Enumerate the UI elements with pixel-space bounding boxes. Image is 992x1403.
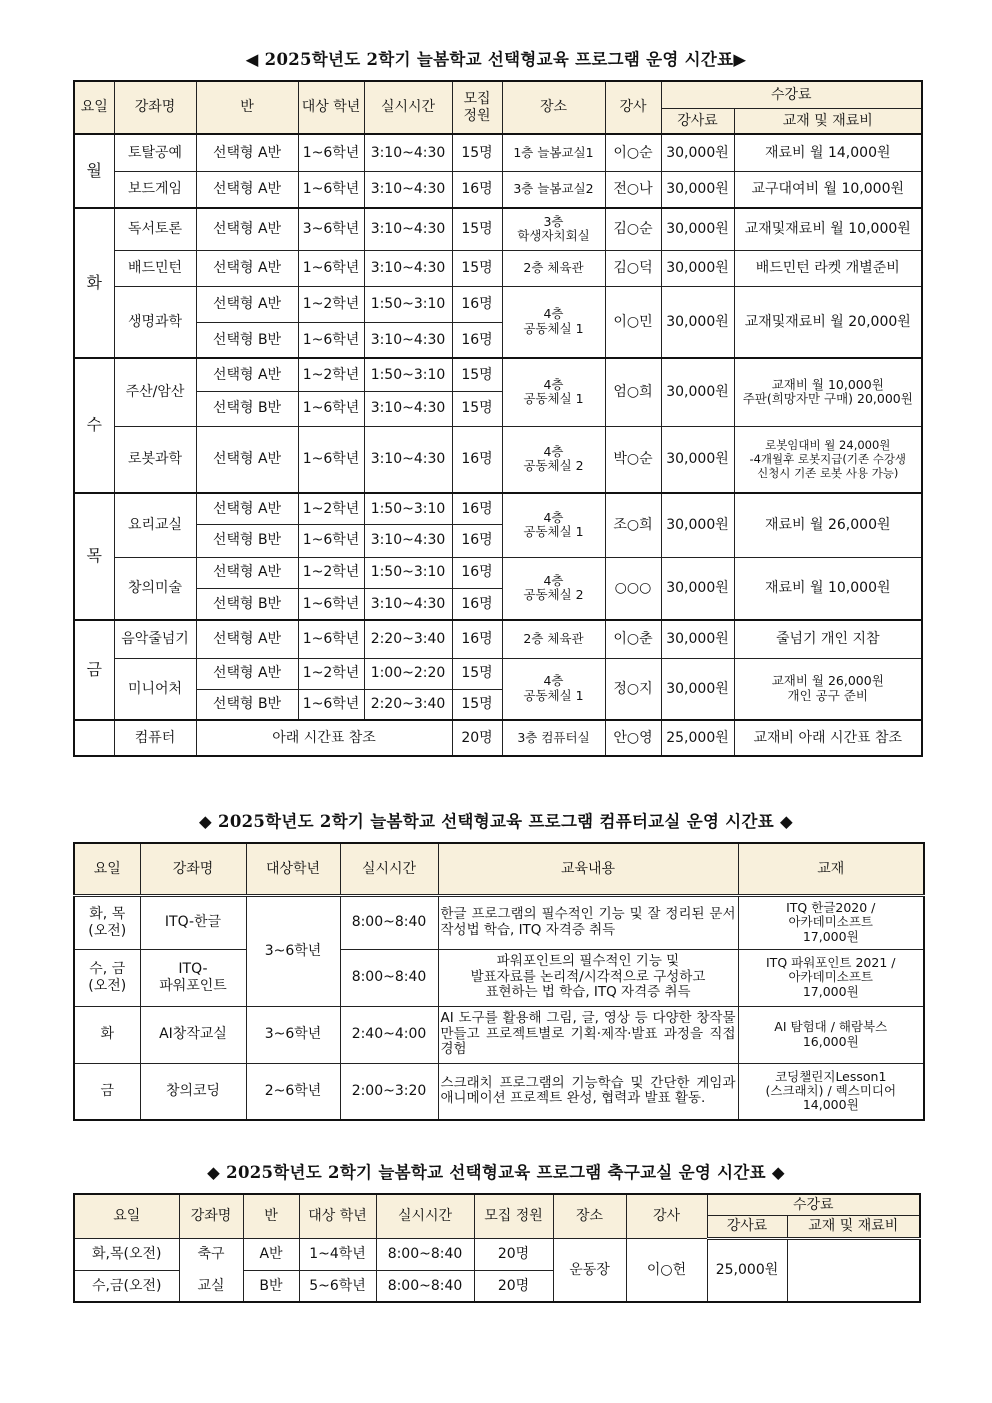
- teacher-cell: 안○영: [605, 720, 661, 756]
- teacher-cell: 조○희: [605, 493, 661, 557]
- day-cell: 화: [74, 1006, 140, 1063]
- grade-cell: 1~6학년: [298, 620, 364, 658]
- class-cell: 선택형 A반: [196, 658, 298, 689]
- material-line: 주판(희망자만 구매) 20,000원: [742, 391, 913, 407]
- header-grade: 대상 학년: [299, 1194, 376, 1238]
- capacity-cell: 15명: [452, 391, 502, 426]
- book-cell: [738, 895, 924, 949]
- time-cell: 8:00~8:40: [376, 1238, 474, 1270]
- book-line: 16,000원: [802, 1033, 859, 1049]
- grade-cell: 3~6학년: [246, 895, 340, 1006]
- grade-cell: 5~6학년: [299, 1270, 376, 1302]
- place-line: 4층: [543, 376, 564, 392]
- header-teacher: 강사: [605, 81, 661, 134]
- capacity-cell: 15명: [452, 358, 502, 391]
- time-cell: 3:10~4:30: [364, 391, 452, 426]
- time-cell: 3:10~4:30: [364, 208, 452, 250]
- book-line: (스크래치) / 렉스미디어: [765, 1083, 897, 1099]
- grade-cell: 1~2학년: [298, 493, 364, 524]
- teacher-cell: 김○순: [605, 208, 661, 250]
- header-capacity: 모집 정원: [452, 81, 502, 134]
- header-place: 장소: [553, 1194, 626, 1238]
- table-row: [74, 134, 922, 171]
- book-line: AI 탐험대 / 해람북스: [774, 1019, 888, 1035]
- tuition-cell: 30,000원: [661, 493, 734, 557]
- course-cell: 창의미술: [114, 557, 196, 620]
- time-cell: 1:00~2:20: [364, 658, 452, 689]
- header-material: 교재 및 재료비: [787, 1215, 920, 1238]
- place-line: 4층: [543, 572, 564, 588]
- material-cell: 교재및재료비 월 10,000원: [734, 208, 922, 250]
- computer-title: ◆ 2025학년도 2학기 늘봄학교 선택형교육 프로그램 컴퓨터교실 운영 시간표 ◆: [199, 812, 793, 831]
- class-cell: 선택형 A반: [196, 286, 298, 322]
- day-cell: 수,금(오전): [74, 1270, 179, 1302]
- material-cell: 줄넘기 개인 지참: [734, 620, 922, 658]
- day-line: (오전): [88, 977, 127, 994]
- teacher-cell: 이○헌: [626, 1238, 707, 1302]
- place-cell: [502, 493, 605, 557]
- class-cell: 선택형 B반: [196, 391, 298, 426]
- material-line: 교재비 월 10,000원: [771, 376, 884, 392]
- course-cell: 보드게임: [114, 171, 196, 208]
- grade-cell: 1~6학년: [298, 524, 364, 557]
- content-cell: [438, 949, 738, 1006]
- place-line: 공동체실 1: [523, 320, 584, 336]
- capacity-cell: 16명: [452, 493, 502, 524]
- course-cell: 토탈공예: [114, 134, 196, 171]
- day-cell: 목: [74, 493, 114, 620]
- time-cell: 3:10~4:30: [364, 588, 452, 620]
- place-line: 공동체실 1: [523, 391, 584, 407]
- course-cell: 주산/암산: [114, 358, 196, 426]
- time-cell: 8:00~8:40: [376, 1270, 474, 1302]
- place-line: 공동체실 2: [523, 458, 584, 474]
- table-row: [74, 358, 922, 391]
- header-day: 요일: [74, 1194, 179, 1238]
- header-course: 강좌명: [179, 1194, 243, 1238]
- material-cell: [734, 426, 922, 493]
- course-cell: 독서토론: [114, 208, 196, 250]
- content-line: 발표자료를 논리적/시각적으로 구성하고: [470, 968, 706, 985]
- table-row: [74, 426, 922, 493]
- day-cell: 화,목(오전): [74, 1238, 179, 1270]
- time-cell: 1:50~3:10: [364, 493, 452, 524]
- teacher-cell: 박○순: [605, 426, 661, 493]
- header-capacity: 모집 정원: [474, 1194, 553, 1238]
- grade-cell: 1~6학년: [298, 689, 364, 720]
- material-cell: 교재및재료비 월 20,000원: [734, 286, 922, 358]
- time-cell: 3:10~4:30: [364, 171, 452, 208]
- class-cell: 선택형 A반: [196, 171, 298, 208]
- book-cell: [738, 1063, 924, 1120]
- material-cell: 교재비 아래 시간표 참조: [734, 720, 922, 756]
- grade-cell: 1~2학년: [298, 557, 364, 588]
- class-cell: 선택형 B반: [196, 588, 298, 620]
- capacity-cell: 16명: [452, 588, 502, 620]
- header-course: 강좌명: [114, 81, 196, 134]
- class-cell: 선택형 A반: [196, 358, 298, 391]
- header-course: 강좌명: [140, 843, 246, 895]
- header-time: 실시시간: [340, 843, 438, 895]
- place-line: 4층: [543, 673, 564, 689]
- content-cell: 한글 프로그램의 필수적인 기능 및 잘 정리된 문서작성법 학습, ITQ 자격증 취득: [438, 895, 738, 949]
- teacher-cell: 정○지: [605, 658, 661, 720]
- material-cell: 재료비 월 26,000원: [734, 493, 922, 557]
- table-row: [74, 1238, 920, 1270]
- class-cell: 선택형 A반: [196, 208, 298, 250]
- reference-cell: 아래 시간표 참조: [196, 720, 452, 756]
- day-cell: [74, 949, 140, 1006]
- time-cell: 8:00~8:40: [340, 895, 438, 949]
- course-line: 축구: [197, 1245, 225, 1262]
- capacity-cell: 15명: [452, 689, 502, 720]
- time-cell: 2:20~3:40: [364, 689, 452, 720]
- grade-cell: 1~6학년: [298, 322, 364, 358]
- time-cell: 1:50~3:10: [364, 286, 452, 322]
- class-cell: 선택형 B반: [196, 322, 298, 358]
- place-cell: [502, 658, 605, 720]
- grade-cell: 3~6학년: [246, 1006, 340, 1063]
- place-cell: 2층 체육관: [502, 250, 605, 286]
- course-line: ITQ-: [178, 961, 208, 978]
- header-material: 교재 및 재료비: [734, 108, 922, 134]
- grade-cell: 1~6학년: [298, 250, 364, 286]
- class-cell: 선택형 A반: [196, 250, 298, 286]
- capacity-cell: 15명: [452, 134, 502, 171]
- course-cell: AI창작교실: [140, 1006, 246, 1063]
- material-cell: [787, 1238, 920, 1302]
- capacity-cell: 16명: [452, 620, 502, 658]
- book-line: 17,000원: [802, 983, 859, 999]
- header-time: 실시시간: [364, 81, 452, 134]
- table-row: [74, 895, 924, 949]
- book-cell: [738, 1006, 924, 1063]
- book-line: 아카데미소프트: [788, 914, 874, 930]
- header-grade: 대상 학년: [298, 81, 364, 134]
- book-line: 17,000원: [802, 928, 859, 944]
- place-line: 공동체실 1: [523, 687, 584, 703]
- header-fee: 수강료: [661, 81, 922, 108]
- place-line: 4층: [543, 443, 564, 459]
- teacher-cell: ○○○: [605, 557, 661, 620]
- tuition-cell: 30,000원: [661, 658, 734, 720]
- book-line: 아카데미소프트: [788, 969, 874, 985]
- tuition-cell: 30,000원: [661, 134, 734, 171]
- place-cell: 2층 체육관: [502, 620, 605, 658]
- day-line: 화, 목: [89, 906, 126, 923]
- place-line: 3층: [543, 213, 564, 229]
- course-cell: 컴퓨터: [114, 720, 196, 756]
- course-cell: 미니어처: [114, 658, 196, 720]
- content-line: 파워포인트의 필수적인 기능 및: [496, 953, 680, 970]
- capacity-cell: 16명: [452, 286, 502, 322]
- course-cell: 배드민턴: [114, 250, 196, 286]
- table-row: [74, 658, 922, 689]
- time-cell: 3:10~4:30: [364, 134, 452, 171]
- teacher-cell: 전○나: [605, 171, 661, 208]
- tuition-cell: 30,000원: [661, 250, 734, 286]
- table-row: [74, 620, 922, 658]
- material-line: 신청시 기존 로봇 사용 가능): [757, 466, 899, 481]
- material-line: 로봇임대비 월 24,000원: [765, 437, 891, 452]
- material-line: -4개월후 로봇지급(기존 수강생: [749, 452, 907, 467]
- capacity-cell: 16명: [452, 557, 502, 588]
- course-cell: ITQ-한글: [140, 895, 246, 949]
- course-cell: 음악줄넘기: [114, 620, 196, 658]
- tuition-cell: 30,000원: [661, 358, 734, 426]
- place-line: 4층: [543, 509, 564, 525]
- class-cell: A반: [243, 1238, 299, 1270]
- content-cell: AI 도구를 활용해 그림, 글, 영상 등 다양한 창작물 만들고 프로젝트별로 기획·제작·발표 과정을 직접 경험: [438, 1006, 738, 1063]
- teacher-cell: 이○춘: [605, 620, 661, 658]
- content-cell: 스크래치 프로그램의 기능학습 및 간단한 게임과 애니메이션 프로젝트 완성, 협력과 발표 활동.: [438, 1063, 738, 1120]
- time-cell: 2:20~3:40: [364, 620, 452, 658]
- place-cell: 3층 늘봄교실2: [502, 171, 605, 208]
- material-line: 개인 공구 준비: [787, 687, 868, 703]
- grade-cell: 1~6학년: [298, 391, 364, 426]
- tuition-cell: 30,000원: [661, 426, 734, 493]
- place-line: 공동체실 1: [523, 524, 584, 540]
- header-day: 요일: [74, 843, 140, 895]
- teacher-cell: 엄○희: [605, 358, 661, 426]
- soccer-title: ◆ 2025학년도 2학기 늘봄학교 선택형교육 프로그램 축구교실 운영 시간표 ◆: [207, 1163, 785, 1182]
- grade-cell: 1~2학년: [298, 286, 364, 322]
- book-line: 코딩챌린지Lesson1: [775, 1068, 887, 1084]
- table-row: [74, 286, 922, 322]
- grade-cell: 1~6학년: [298, 426, 364, 493]
- day-line: (오전): [88, 922, 127, 939]
- main-schedule-table: [73, 80, 923, 757]
- capacity-cell: 20명: [474, 1238, 553, 1270]
- course-cell: 생명과학: [114, 286, 196, 358]
- computer-schedule-table: [73, 842, 925, 1121]
- tuition-cell: 30,000원: [661, 620, 734, 658]
- day-cell: 수: [74, 358, 114, 493]
- tuition-cell: 25,000원: [661, 720, 734, 756]
- header-tuition: 강사료: [661, 108, 734, 134]
- teacher-cell: 이○민: [605, 286, 661, 358]
- grade-cell: 3~6학년: [298, 208, 364, 250]
- time-cell: 2:00~3:20: [340, 1063, 438, 1120]
- material-cell: [734, 658, 922, 720]
- class-cell: 선택형 A반: [196, 620, 298, 658]
- book-line: ITQ 파워포인트 2021 /: [766, 954, 896, 970]
- table-row: [74, 720, 922, 756]
- teacher-cell: 이○순: [605, 134, 661, 171]
- soccer-schedule-table: [73, 1193, 921, 1303]
- grade-cell: 1~6학년: [298, 134, 364, 171]
- course-cell: 로봇과학: [114, 426, 196, 493]
- day-cell-empty: [74, 720, 114, 756]
- tuition-cell: 25,000원: [707, 1238, 787, 1302]
- course-cell: [179, 1238, 243, 1302]
- place-cell: [502, 426, 605, 493]
- capacity-cell: 20명: [474, 1270, 553, 1302]
- table-row: [74, 557, 922, 588]
- capacity-cell: 16명: [452, 171, 502, 208]
- day-cell: [74, 895, 140, 949]
- book-line: ITQ 한글2020 /: [786, 899, 876, 915]
- grade-cell: 2~6학년: [246, 1063, 340, 1120]
- material-cell: 배드민턴 라켓 개별준비: [734, 250, 922, 286]
- capacity-cell: 15명: [452, 250, 502, 286]
- place-cell: [502, 208, 605, 250]
- time-cell: 3:10~4:30: [364, 426, 452, 493]
- header-class: 반: [196, 81, 298, 134]
- grade-cell: 1~4학년: [299, 1238, 376, 1270]
- teacher-cell: 김○덕: [605, 250, 661, 286]
- day-cell: 금: [74, 620, 114, 720]
- table-row: [74, 250, 922, 286]
- book-line: 14,000원: [802, 1097, 859, 1113]
- material-cell: [734, 358, 922, 426]
- material-cell: 재료비 월 14,000원: [734, 134, 922, 171]
- header-fee: 수강료: [707, 1194, 920, 1215]
- place-cell: 운동장: [553, 1238, 626, 1302]
- time-cell: 2:40~4:00: [340, 1006, 438, 1063]
- course-cell: 창의코딩: [140, 1063, 246, 1120]
- header-tuition: 강사료: [707, 1215, 787, 1238]
- table-row: [74, 1006, 924, 1063]
- table-row: [74, 1063, 924, 1120]
- place-cell: [502, 358, 605, 426]
- grade-cell: 1~2학년: [298, 358, 364, 391]
- table-row: [74, 171, 922, 208]
- place-cell: [502, 286, 605, 358]
- time-cell: 3:10~4:30: [364, 322, 452, 358]
- grade-cell: 1~6학년: [298, 588, 364, 620]
- class-cell: 선택형 A반: [196, 557, 298, 588]
- day-line: 수, 금: [89, 961, 126, 978]
- capacity-cell: 16명: [452, 426, 502, 493]
- tuition-cell: 30,000원: [661, 557, 734, 620]
- course-cell: 요리교실: [114, 493, 196, 557]
- day-cell: 화: [74, 208, 114, 358]
- main-title: ◀ 2025학년도 2학기 늘봄학교 선택형교육 프로그램 운영 시간표▶: [245, 50, 747, 69]
- class-cell: 선택형 A반: [196, 493, 298, 524]
- time-cell: 3:10~4:30: [364, 524, 452, 557]
- tuition-cell: 30,000원: [661, 208, 734, 250]
- tuition-cell: 30,000원: [661, 286, 734, 358]
- header-grade: 대상학년: [246, 843, 340, 895]
- header-day: 요일: [74, 81, 114, 134]
- place-line: 공동체실 2: [523, 587, 584, 603]
- header-content: 교육내용: [438, 843, 738, 895]
- header-class: 반: [243, 1194, 299, 1238]
- content-line: 표현하는 법 학습, ITQ 자격증 취득: [485, 984, 691, 1001]
- class-cell: 선택형 A반: [196, 426, 298, 493]
- place-cell: 1층 늘봄교실1: [502, 134, 605, 171]
- capacity-cell: 15명: [452, 208, 502, 250]
- material-cell: 재료비 월 10,000원: [734, 557, 922, 620]
- place-cell: [502, 557, 605, 620]
- day-cell: 월: [74, 134, 114, 208]
- course-line: 교실: [197, 1277, 225, 1294]
- place-line: 4층: [543, 306, 564, 322]
- header-place: 장소: [502, 81, 605, 134]
- class-cell: 선택형 B반: [196, 689, 298, 720]
- grade-cell: 1~6학년: [298, 171, 364, 208]
- tuition-cell: 30,000원: [661, 171, 734, 208]
- course-cell: [140, 949, 246, 1006]
- capacity-cell: 16명: [452, 322, 502, 358]
- capacity-cell: 20명: [452, 720, 502, 756]
- capacity-cell: 16명: [452, 524, 502, 557]
- class-cell: 선택형 A반: [196, 134, 298, 171]
- book-cell: [738, 949, 924, 1006]
- class-cell: 선택형 B반: [196, 524, 298, 557]
- time-cell: 3:10~4:30: [364, 250, 452, 286]
- header-teacher: 강사: [626, 1194, 707, 1238]
- table-row: [74, 949, 924, 1006]
- header-book: 교재: [738, 843, 924, 895]
- material-cell: 교구대여비 월 10,000원: [734, 171, 922, 208]
- course-line: 파워포인트: [159, 977, 227, 994]
- time-cell: 8:00~8:40: [340, 949, 438, 1006]
- time-cell: 1:50~3:10: [364, 557, 452, 588]
- capacity-cell: 15명: [452, 658, 502, 689]
- day-cell: 금: [74, 1063, 140, 1120]
- time-cell: 1:50~3:10: [364, 358, 452, 391]
- place-cell: 3층 컴퓨터실: [502, 720, 605, 756]
- header-time: 실시시간: [376, 1194, 474, 1238]
- class-cell: B반: [243, 1270, 299, 1302]
- place-line: 학생자치회실: [517, 228, 590, 244]
- table-row: [74, 493, 922, 524]
- material-line: 교재비 월 26,000원: [771, 673, 884, 689]
- table-row: [74, 208, 922, 250]
- grade-cell: 1~2학년: [298, 658, 364, 689]
